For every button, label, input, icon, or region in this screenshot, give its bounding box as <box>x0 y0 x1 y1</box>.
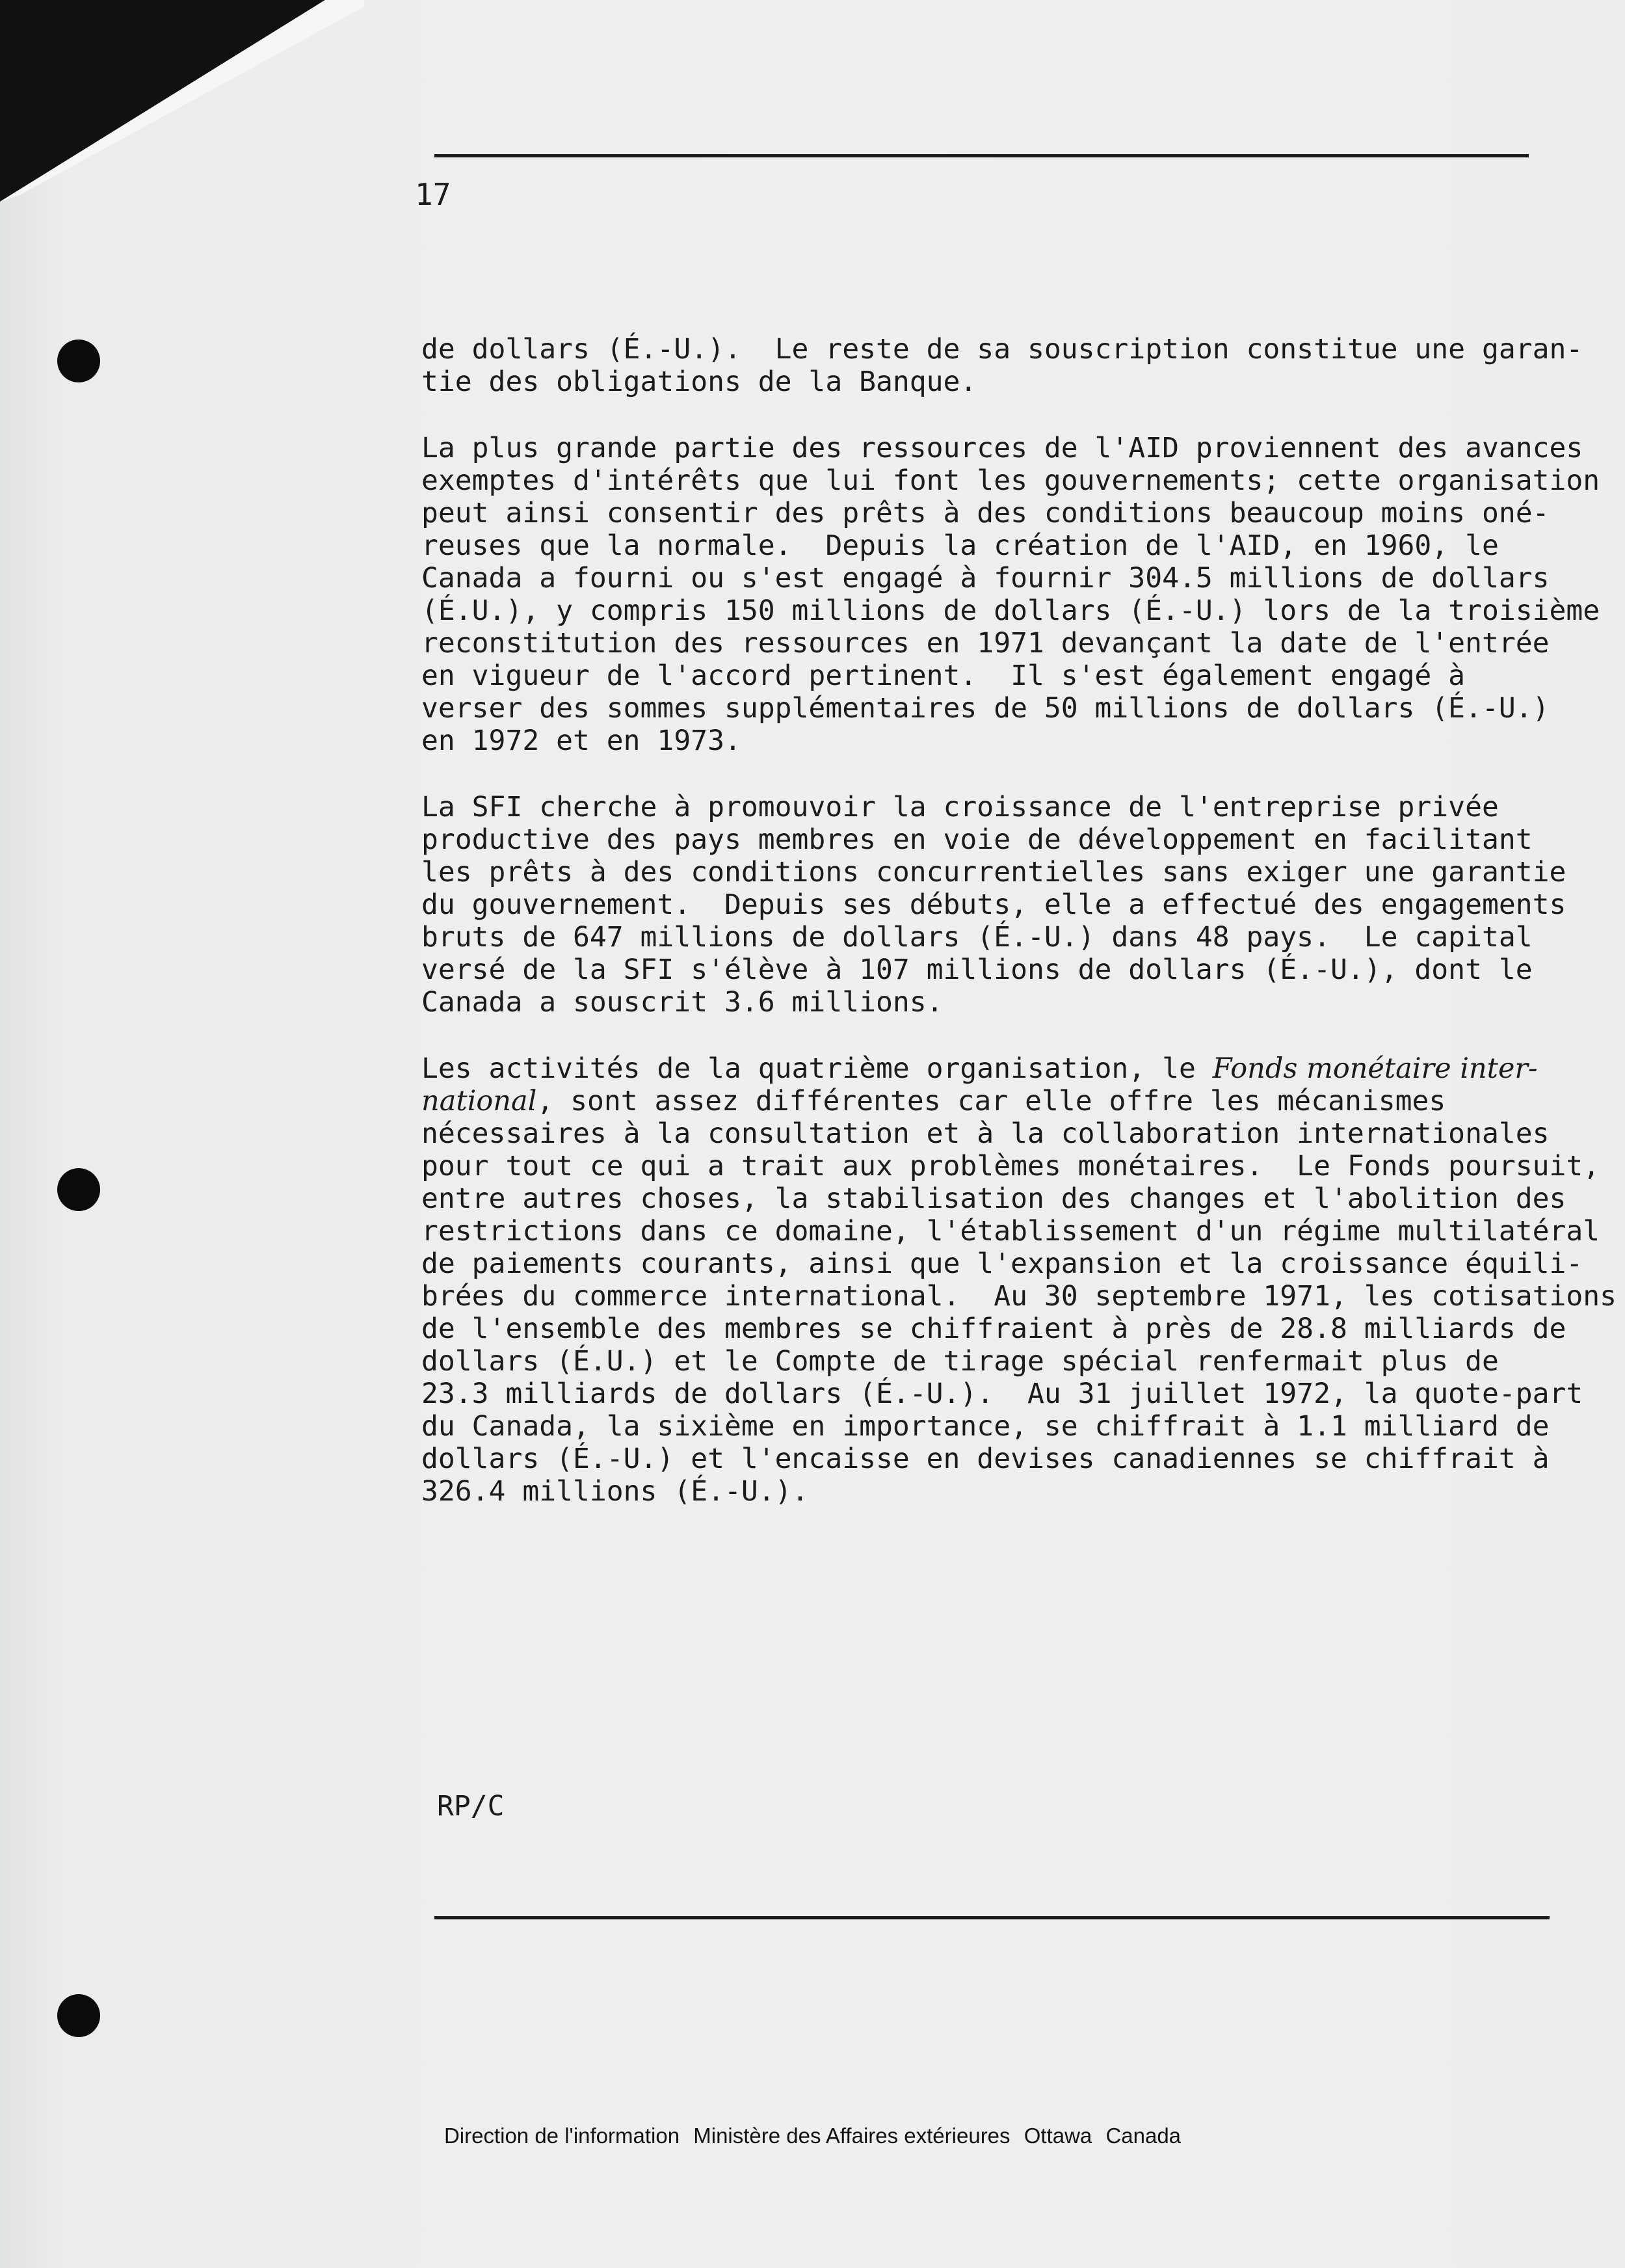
text-line: peut ainsi consentir des prêts à des conditions beaucoup moins oné- <box>421 497 1550 529</box>
text-line: versé de la SFI s'élève à 107 millions de dollars (É.-U.), dont le <box>421 954 1533 986</box>
text-line: verser des sommes supplémentaires de 50 millions de dollars (É.-U.) <box>421 692 1550 725</box>
text-line <box>421 1085 1540 1117</box>
text-line: du Canada, la sixième en importance, se chiffrait à 1.1 milliard de <box>421 1410 1550 1443</box>
text-line: de paiements courants, ainsi que l'expansion et la croissance équili- <box>421 1247 1583 1280</box>
text-line: brées du commerce international. Au 30 septembre 1971, les cotisations <box>421 1280 1617 1313</box>
text-line: entre autres choses, la stabilisation des changes et l'abolition des <box>421 1182 1566 1215</box>
text-line: pour tout ce qui a trait aux problèmes monétaires. Le Fonds poursuit, <box>421 1150 1600 1182</box>
binder-hole-middle <box>57 1168 100 1211</box>
footer-department: Direction de l'information <box>443 2124 680 2148</box>
text-segment: , sont assez différentes car elle offre les mécanismes <box>536 1085 1446 1117</box>
folded-corner <box>0 0 364 208</box>
text-line: dollars (É.-U.) et l'encaisse en devises canadiennes se chiffrait à <box>421 1443 1550 1475</box>
paragraph-aid <box>421 432 1600 757</box>
paragraph-bank-guarantee <box>421 333 1583 398</box>
text-line: de dollars (É.-U.). Le reste de sa souscription constitue une garan- <box>421 333 1583 366</box>
page-number: 17 <box>415 177 451 212</box>
text-line: reconstitution des ressources en 1971 devançant la date de l'entrée <box>421 627 1550 660</box>
text-line <box>421 1052 1540 1085</box>
text-line: tie des obligations de la Banque. <box>421 366 977 398</box>
italic-fund-name: Fonds monétaire inter- <box>1212 1052 1538 1085</box>
text-line: en vigueur de l'accord pertinent. Il s'est également engagé à <box>421 660 1466 692</box>
text-line: nécessaires à la consultation et à la collaboration internationales <box>421 1117 1550 1150</box>
text-segment: Les activités de la quatrième organisation, le <box>421 1052 1213 1085</box>
text-line: bruts de 647 millions de dollars (É.-U.) dans 48 pays. Le capital <box>421 921 1533 954</box>
text-line: reuses que la normale. Depuis la création de l'AID, en 1960, le <box>421 529 1499 562</box>
paragraph-imf <box>421 1052 1617 1508</box>
text-line: 326.4 millions (É.-U.). <box>421 1475 809 1508</box>
footer-city: Ottawa <box>1024 2124 1092 2148</box>
text-line: Canada a souscrit 3.6 millions. <box>421 986 944 1019</box>
text-line: restrictions dans ce domaine, l'établissement d'un régime multilatéral <box>421 1215 1600 1247</box>
text-line: La plus grande partie des ressources de l'AID proviennent des avances <box>421 432 1583 464</box>
text-line: en 1972 et en 1973. <box>421 725 741 757</box>
footer-country: Canada <box>1105 2124 1182 2148</box>
text-line: 23.3 milliards de dollars (É.-U.). Au 31 juillet 1972, la quote-part <box>421 1378 1583 1410</box>
text-line: de l'ensemble des membres se chiffraient à près de 28.8 milliards de <box>421 1313 1566 1345</box>
footer-ministry: Ministère des Affaires extérieures <box>693 2124 1011 2148</box>
body-text <box>421 333 1617 1541</box>
italic-fund-name-continued: national <box>421 1085 537 1117</box>
binder-hole-top <box>57 340 100 382</box>
text-line: dollars (É.U.) et le Compte de tirage spécial renfermait plus de <box>421 1345 1499 1378</box>
text-line: productive des pays membres en voie de développement en facilitant <box>421 823 1533 856</box>
paragraph-sfi <box>421 791 1566 1019</box>
header-rule <box>434 154 1529 157</box>
text-line: du gouvernement. Depuis ses débuts, elle a effectué des engagements <box>421 888 1566 921</box>
text-line: Canada a fourni ou s'est engagé à fournir 304.5 millions de dollars <box>421 562 1550 594</box>
binder-hole-bottom <box>57 1994 100 2037</box>
text-line: La SFI cherche à promouvoir la croissance de l'entreprise privée <box>421 791 1499 823</box>
footer-rule <box>434 1916 1550 1919</box>
text-line: les prêts à des conditions concurrentielles sans exiger une garantie <box>421 856 1566 888</box>
footer <box>0 2124 1625 2148</box>
text-line: (É.U.), y compris 150 millions de dollars (É.-U.) lors de la troisième <box>421 594 1600 627</box>
text-line: exemptes d'intérêts que lui font les gouvernements; cette organisation <box>421 464 1600 497</box>
reference-code: RP/C <box>437 1790 505 1822</box>
